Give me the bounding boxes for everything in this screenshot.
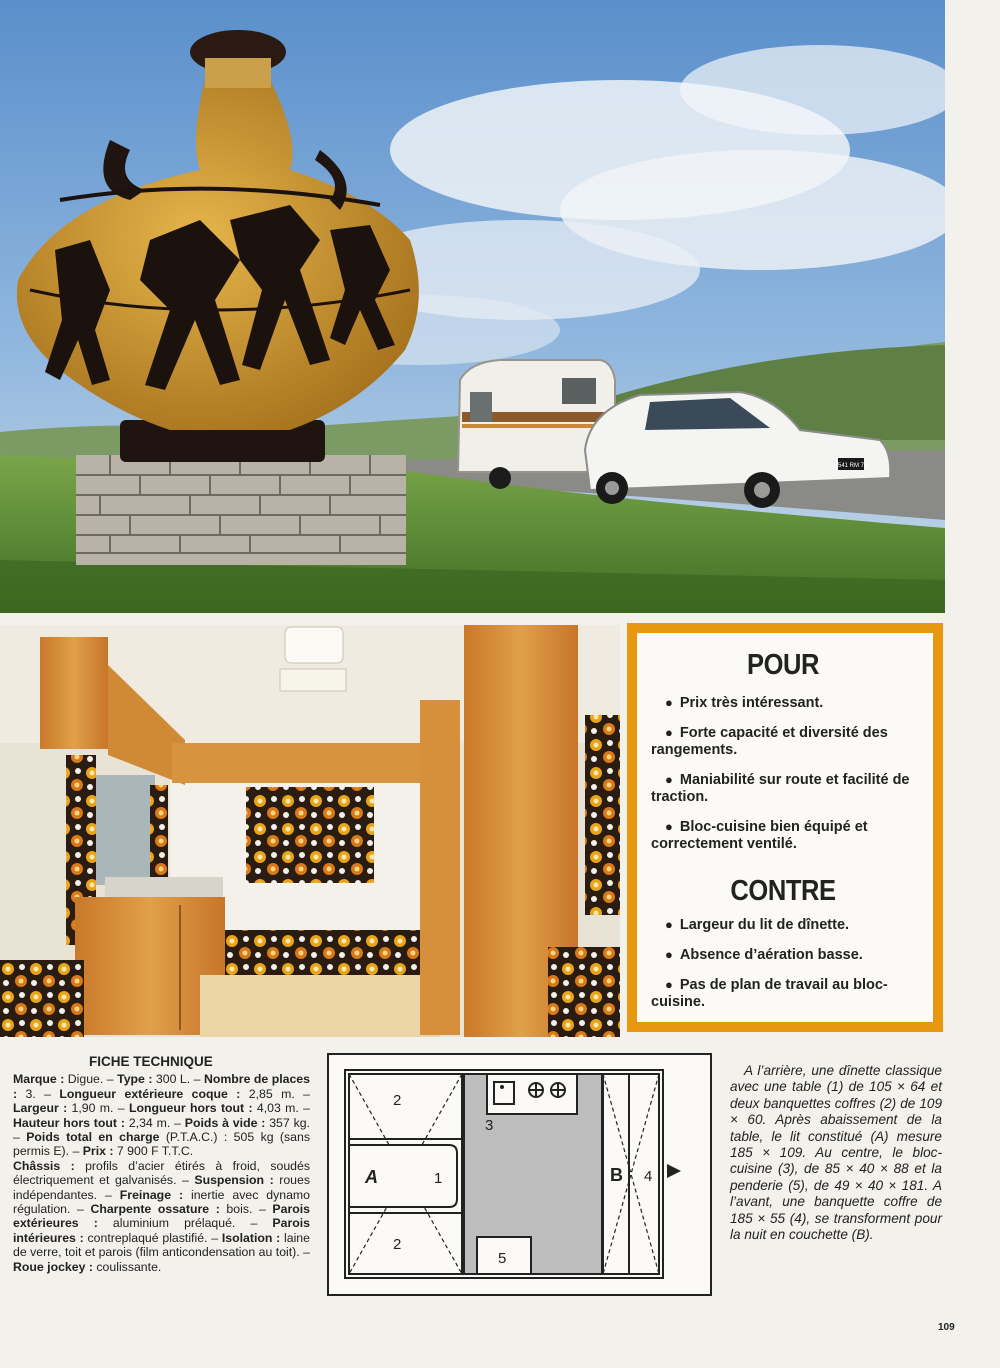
pour-title: POUR: [747, 649, 819, 681]
list-item: ● Absence d’aération basse.: [665, 947, 863, 963]
plan-description: A l’arrière, une dînette classique avec une table (1) de 105 × 64 et deux banquettes coffres (2) de 109 × 60. Après abaissement de la table, le lit constitué (A) mesure 185 × 109. Au centre, le bloc-cuisine (3), de 85 × 40 × 88 et la penderie (5), de 49 × 40 × 181. A l’avant, une banquette coffre de 185 × 55 (4), se transforment pour la nuit en couchette (B).: [730, 1063, 942, 1243]
plan-label-4: 4: [644, 1168, 653, 1185]
fiche-technique: [13, 1055, 310, 1274]
bullet-icon: ●: [665, 977, 673, 992]
list-item: ● Maniabilité sur route et facilité de traction.: [651, 772, 910, 805]
list-item: ● Pas de plan de travail au bloc-cuisine.: [651, 977, 888, 1010]
bullet-icon: ●: [665, 917, 673, 932]
plan-label-3: 3: [485, 1117, 494, 1134]
fiche-title: FICHE TECHNIQUE: [89, 1054, 213, 1069]
amphora-caravan-photo: [0, 0, 945, 613]
interior-photo: [0, 625, 620, 1037]
floor-plan-diagram: [329, 1055, 710, 1294]
list-item: ● Bloc-cuisine bien équipé et correctement ventilé.: [651, 819, 868, 852]
license-plate: 7541 RM 75: [834, 463, 868, 469]
pour-contre-box: [627, 623, 943, 1032]
plan-label-a: A: [365, 1167, 378, 1187]
floor-plan: [327, 1053, 712, 1296]
caravan-interior-photo: [0, 625, 620, 1037]
pour-list: [651, 694, 915, 853]
contre-list: [651, 916, 915, 1011]
plan-label-2-bottom: 2: [393, 1236, 402, 1253]
list-item: ● Largeur du lit de dînette.: [665, 917, 850, 933]
plan-label-5: 5: [498, 1250, 507, 1267]
list-item: ● Prix très intéressant.: [665, 695, 824, 711]
page-number: 109: [938, 1322, 955, 1333]
fiche-para-1: Marque : Digue. – Type : 300 L. – Nombre de places : 3. – Longueur extérieure coque : 2,85 m. – Largeur : 1,90 m. – Longueur hors tout : 4,03 m. – Hauteur hors tout : 2,34 m. – Poids à vide : 357 kg. – Poids total en charge (P.T.A.C.) : 505 kg (sans permis E). – Prix : 7 900 F T.T.C.: [13, 1072, 310, 1159]
bullet-icon: ●: [665, 725, 673, 740]
fiche-para-2: Châssis : profils d’acier étirés à froid, soudés électriquement et galvanisés. – Suspension : roues indépendantes. – Freinage : inertie avec dynamo régulation. – Charpente ossature : bois. – Parois extérieures : aluminium prélaqué. – Parois intérieures : contreplaqué plastifié. – Isolation : laine de verre, toit et parois (film anticondensation au toit). – Roue jockey : coulissante.: [13, 1158, 311, 1274]
bullet-icon: ●: [665, 819, 673, 834]
bullet-icon: ●: [665, 772, 673, 787]
plan-label-2-top: 2: [393, 1092, 402, 1109]
bullet-icon: ●: [665, 947, 673, 962]
stone-pedestal: [76, 455, 406, 565]
drawbar-arrow-icon: [667, 1164, 681, 1178]
plan-label-1: 1: [434, 1170, 443, 1187]
contre-title: CONTRE: [730, 875, 836, 907]
plan-label-b: B: [610, 1165, 623, 1185]
list-item: ● Forte capacité et diversité des rangements.: [651, 725, 888, 758]
top-photo: [0, 0, 945, 613]
bullet-icon: ●: [665, 695, 673, 710]
